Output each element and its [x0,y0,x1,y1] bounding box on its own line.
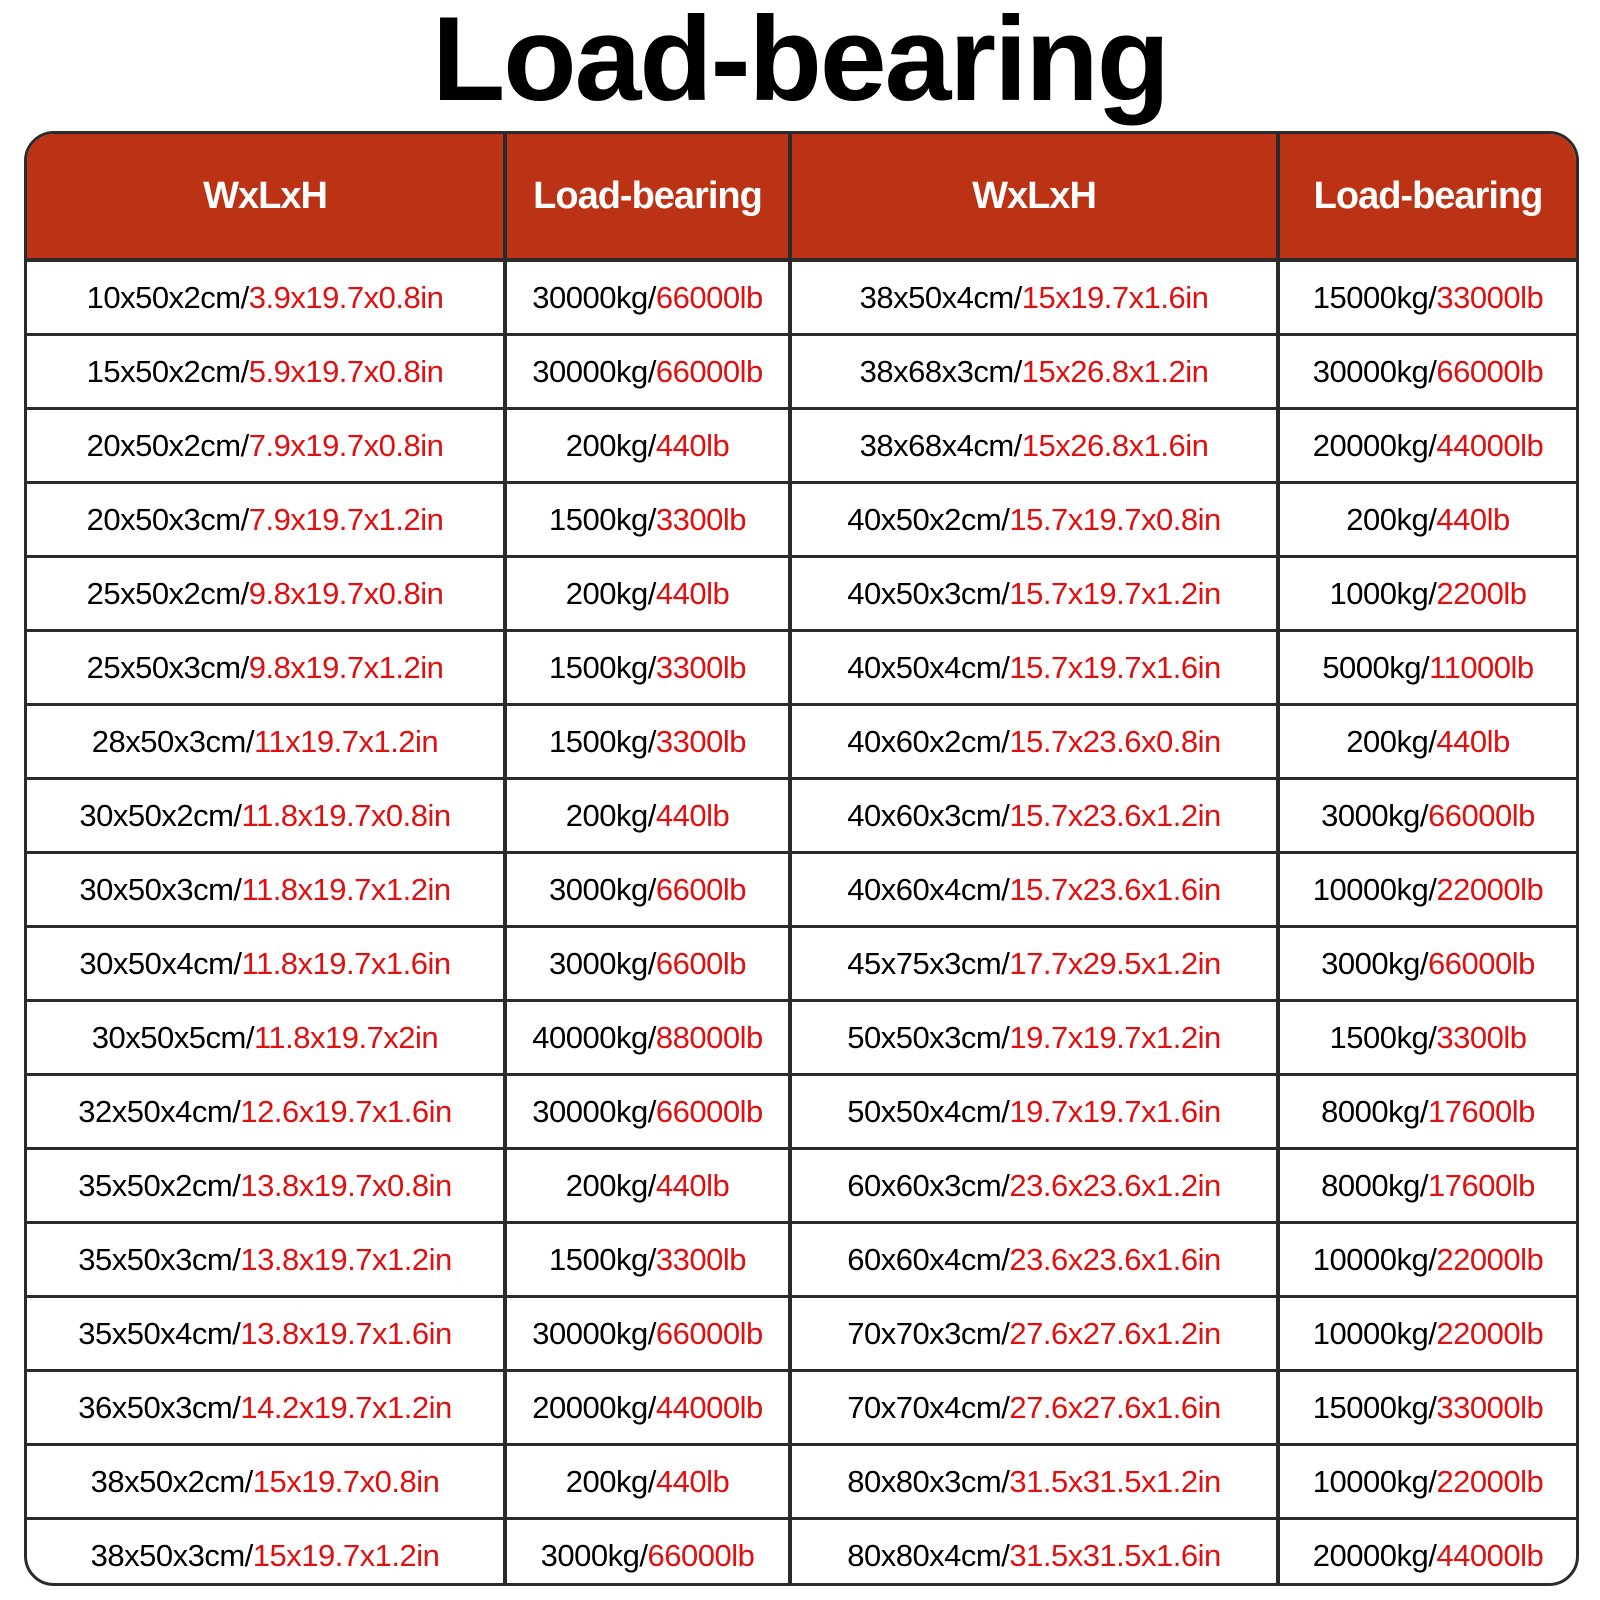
metric-weight-text: 15000kg/ [1312,1389,1437,1425]
imperial-size-text: 15.7x19.7x1.2in [1009,575,1221,611]
dimensions-cell [27,1223,505,1297]
imperial-size-text: 31.5x31.5x1.2in [1009,1463,1221,1499]
metric-size-text: 40x50x3cm/ [847,575,1010,611]
metric-weight-text: 20000kg/ [532,1389,656,1425]
metric-size-text: 40x60x2cm/ [847,723,1010,759]
load-cell [505,1445,790,1519]
load-cell [505,1075,790,1149]
imperial-weight-text: 22000lb [1436,1241,1544,1277]
load-cell [505,557,790,631]
metric-weight-text: 1500kg/ [1329,1019,1437,1055]
header-dimensions-left: WxLxH [27,134,505,260]
dimensions-cell [27,705,505,779]
load-cell [1278,1371,1576,1445]
load-cell [505,1001,790,1075]
load-cell [505,1149,790,1223]
imperial-size-text: 23.6x23.6x1.2in [1009,1167,1221,1203]
load-cell [1278,1445,1576,1519]
load-cell [1278,1519,1576,1587]
table-row [27,483,1576,557]
imperial-size-text: 15x26.8x1.6in [1021,427,1209,463]
load-cell [505,335,790,409]
metric-weight-text: 200kg/ [565,1463,656,1499]
table-row [27,335,1576,409]
metric-size-text: 35x50x4cm/ [78,1315,241,1351]
table-row [27,260,1576,335]
metric-weight-text: 200kg/ [1346,723,1437,759]
metric-weight-text: 200kg/ [1346,501,1437,537]
imperial-weight-text: 88000lb [655,1019,763,1055]
imperial-weight-text: 3300lb [655,501,746,537]
table-row [27,705,1576,779]
metric-weight-text: 10000kg/ [1312,1241,1437,1277]
dimensions-cell [27,853,505,927]
imperial-weight-text: 440lb [1436,501,1510,537]
dimensions-cell [27,631,505,705]
dimensions-cell [790,1519,1278,1587]
metric-size-text: 50x50x4cm/ [847,1093,1010,1129]
imperial-weight-text: 3300lb [655,723,746,759]
dimensions-cell [790,1371,1278,1445]
imperial-size-text: 15x19.7x0.8in [252,1463,440,1499]
imperial-weight-text: 440lb [1436,723,1510,759]
metric-weight-text: 10000kg/ [1312,1463,1437,1499]
load-bearing-table [27,134,1576,1586]
imperial-weight-text: 66000lb [655,353,763,389]
imperial-size-text: 15.7x19.7x1.6in [1009,649,1221,685]
imperial-weight-text: 440lb [655,427,730,463]
load-cell [1278,853,1576,927]
load-cell [1278,409,1576,483]
imperial-weight-text: 22000lb [1436,1315,1544,1351]
dimensions-cell [790,779,1278,853]
table-row [27,1297,1576,1371]
metric-weight-text: 20000kg/ [1312,427,1437,463]
table-row [27,1149,1576,1223]
imperial-size-text: 11.8x19.7x0.8in [241,797,451,833]
metric-size-text: 38x50x2cm/ [90,1463,253,1499]
metric-size-text: 40x50x4cm/ [847,649,1010,685]
load-cell [505,1371,790,1445]
imperial-weight-text: 440lb [655,797,730,833]
metric-weight-text: 1000kg/ [1329,575,1437,611]
metric-weight-text: 8000kg/ [1321,1167,1428,1203]
metric-weight-text: 5000kg/ [1322,649,1430,685]
imperial-size-text: 27.6x27.6x1.6in [1009,1389,1221,1425]
imperial-size-text: 7.9x19.7x1.2in [248,501,444,537]
imperial-size-text: 13.8x19.7x1.6in [240,1315,452,1351]
load-cell [505,1223,790,1297]
load-cell [1278,260,1576,335]
metric-size-text: 70x70x4cm/ [847,1389,1010,1425]
imperial-size-text: 7.9x19.7x0.8in [248,427,444,463]
dimensions-cell [27,557,505,631]
imperial-weight-text: 44000lb [1436,1537,1544,1573]
dimensions-cell [27,409,505,483]
metric-weight-text: 3000kg/ [1321,797,1428,833]
metric-size-text: 36x50x3cm/ [78,1389,241,1425]
metric-weight-text: 3000kg/ [549,945,656,981]
metric-size-text: 70x70x3cm/ [847,1315,1010,1351]
table-row [27,1445,1576,1519]
dimensions-cell [790,1445,1278,1519]
metric-weight-text: 1500kg/ [549,723,656,759]
imperial-weight-text: 66000lb [655,1315,763,1351]
metric-size-text: 80x80x4cm/ [847,1537,1010,1573]
dimensions-cell [790,927,1278,1001]
imperial-weight-text: 44000lb [1436,427,1544,463]
load-cell [1278,927,1576,1001]
table-row [27,1001,1576,1075]
imperial-weight-text: 6600lb [655,871,746,907]
imperial-size-text: 11.8x19.7x2in [253,1019,439,1055]
metric-weight-text: 3000kg/ [1321,945,1428,981]
metric-size-text: 28x50x3cm/ [91,723,254,759]
table-row [27,631,1576,705]
metric-weight-text: 30000kg/ [1312,353,1437,389]
metric-size-text: 20x50x2cm/ [86,427,249,463]
metric-size-text: 30x50x3cm/ [79,871,242,907]
table-row [27,927,1576,1001]
metric-size-text: 50x50x3cm/ [847,1019,1010,1055]
load-cell [505,927,790,1001]
metric-size-text: 40x50x2cm/ [847,501,1010,537]
imperial-size-text: 15x26.8x1.2in [1021,353,1209,389]
imperial-size-text: 9.8x19.7x0.8in [248,575,444,611]
imperial-size-text: 13.8x19.7x0.8in [240,1167,452,1203]
dimensions-cell [790,705,1278,779]
dimensions-cell [27,1371,505,1445]
imperial-weight-text: 66000lb [1427,945,1535,981]
metric-weight-text: 30000kg/ [532,1315,656,1351]
metric-size-text: 30x50x2cm/ [79,797,242,833]
imperial-weight-text: 22000lb [1436,871,1544,907]
dimensions-cell [790,1297,1278,1371]
metric-weight-text: 200kg/ [565,427,656,463]
metric-size-text: 32x50x4cm/ [78,1093,241,1129]
imperial-size-text: 23.6x23.6x1.6in [1009,1241,1221,1277]
metric-size-text: 35x50x2cm/ [78,1167,241,1203]
load-cell [505,705,790,779]
metric-weight-text: 30000kg/ [532,353,656,389]
imperial-size-text: 19.7x19.7x1.2in [1009,1019,1221,1055]
imperial-weight-text: 440lb [655,1463,730,1499]
dimensions-cell [27,483,505,557]
metric-weight-text: 10000kg/ [1312,1315,1437,1351]
imperial-size-text: 12.6x19.7x1.6in [240,1093,452,1129]
imperial-weight-text: 66000lb [655,1093,763,1129]
metric-weight-text: 3000kg/ [549,871,656,907]
imperial-size-text: 3.9x19.7x0.8in [248,279,444,315]
imperial-size-text: 11.8x19.7x1.2in [241,871,451,907]
imperial-weight-text: 33000lb [1436,279,1544,315]
metric-weight-text: 200kg/ [565,575,656,611]
table-row [27,409,1576,483]
imperial-size-text: 13.8x19.7x1.2in [240,1241,452,1277]
dimensions-cell [790,631,1278,705]
dimensions-cell [790,1223,1278,1297]
imperial-weight-text: 2200lb [1436,575,1527,611]
load-cell [505,1519,790,1587]
metric-weight-text: 8000kg/ [1321,1093,1428,1129]
load-cell [1278,335,1576,409]
load-cell [1278,1149,1576,1223]
header-load-bearing-right: Load-bearing [1278,134,1576,260]
dimensions-cell [790,853,1278,927]
metric-weight-text: 1500kg/ [549,1241,656,1277]
load-cell [505,409,790,483]
imperial-weight-text: 66000lb [1427,797,1535,833]
table-header-row [27,134,1576,260]
dimensions-cell [790,1075,1278,1149]
load-cell [1278,1001,1576,1075]
imperial-weight-text: 440lb [655,1167,730,1203]
metric-weight-text: 1500kg/ [549,501,656,537]
load-cell [505,483,790,557]
header-load-bearing-left: Load-bearing [505,134,790,260]
dimensions-cell [27,1001,505,1075]
table-row [27,1519,1576,1587]
imperial-weight-text: 66000lb [655,279,763,315]
dimensions-cell [790,557,1278,631]
metric-size-text: 10x50x2cm/ [86,279,249,315]
dimensions-cell [790,1001,1278,1075]
metric-weight-text: 10000kg/ [1312,871,1437,907]
load-cell [1278,631,1576,705]
metric-size-text: 38x68x4cm/ [859,427,1022,463]
dimensions-cell [27,1075,505,1149]
metric-weight-text: 20000kg/ [1312,1537,1437,1573]
imperial-weight-text: 17600lb [1427,1167,1535,1203]
dimensions-cell [27,1297,505,1371]
dimensions-cell [790,260,1278,335]
metric-size-text: 25x50x2cm/ [86,575,249,611]
imperial-size-text: 27.6x27.6x1.2in [1009,1315,1221,1351]
load-cell [1278,705,1576,779]
imperial-weight-text: 22000lb [1436,1463,1544,1499]
dimensions-cell [790,483,1278,557]
imperial-weight-text: 33000lb [1436,1389,1544,1425]
imperial-size-text: 5.9x19.7x0.8in [248,353,444,389]
imperial-size-text: 9.8x19.7x1.2in [248,649,444,685]
metric-weight-text: 40000kg/ [532,1019,656,1055]
imperial-size-text: 15.7x19.7x0.8in [1009,501,1221,537]
imperial-weight-text: 3300lb [655,649,746,685]
load-cell [1278,1297,1576,1371]
imperial-weight-text: 44000lb [655,1389,763,1425]
table-row [27,1075,1576,1149]
metric-size-text: 30x50x5cm/ [91,1019,254,1055]
imperial-size-text: 11.8x19.7x1.6in [241,945,451,981]
load-cell [1278,557,1576,631]
load-cell [505,1297,790,1371]
dimensions-cell [27,1445,505,1519]
dimensions-cell [790,409,1278,483]
metric-size-text: 20x50x3cm/ [86,501,249,537]
metric-weight-text: 30000kg/ [532,279,656,315]
imperial-weight-text: 3300lb [655,1241,746,1277]
imperial-size-text: 15.7x23.6x0.8in [1009,723,1221,759]
imperial-size-text: 17.7x29.5x1.2in [1009,945,1221,981]
imperial-weight-text: 17600lb [1427,1093,1535,1129]
imperial-weight-text: 66000lb [1436,353,1544,389]
metric-weight-text: 200kg/ [565,797,656,833]
imperial-size-text: 15x19.7x1.6in [1021,279,1209,315]
metric-weight-text: 1500kg/ [549,649,656,685]
load-cell [505,853,790,927]
imperial-weight-text: 66000lb [647,1537,755,1573]
imperial-weight-text: 3300lb [1436,1019,1527,1055]
load-cell [1278,483,1576,557]
imperial-size-text: 11x19.7x1.2in [253,723,439,759]
metric-weight-text: 3000kg/ [540,1537,648,1573]
header-dimensions-right: WxLxH [790,134,1278,260]
dimensions-cell [790,1149,1278,1223]
metric-size-text: 60x60x4cm/ [847,1241,1010,1277]
dimensions-cell [27,1519,505,1587]
load-cell [1278,779,1576,853]
table-row [27,853,1576,927]
table-body [27,260,1576,1586]
imperial-size-text: 15.7x23.6x1.6in [1009,871,1221,907]
dimensions-cell [27,927,505,1001]
imperial-size-text: 15.7x23.6x1.2in [1009,797,1221,833]
metric-size-text: 38x68x3cm/ [859,353,1022,389]
imperial-size-text: 15x19.7x1.2in [252,1537,440,1573]
imperial-weight-text: 440lb [655,575,730,611]
metric-size-text: 40x60x4cm/ [847,871,1010,907]
load-cell [1278,1075,1576,1149]
imperial-weight-text: 11000lb [1429,649,1534,685]
metric-size-text: 80x80x3cm/ [847,1463,1010,1499]
imperial-size-text: 14.2x19.7x1.2in [240,1389,452,1425]
dimensions-cell [27,779,505,853]
metric-size-text: 35x50x3cm/ [78,1241,241,1277]
metric-size-text: 25x50x3cm/ [86,649,249,685]
metric-size-text: 15x50x2cm/ [86,353,249,389]
load-cell [505,260,790,335]
table-row [27,1371,1576,1445]
load-bearing-table-container [24,131,1579,1586]
table-row [27,779,1576,853]
dimensions-cell [27,260,505,335]
metric-weight-text: 15000kg/ [1312,279,1437,315]
metric-size-text: 40x60x3cm/ [847,797,1010,833]
metric-size-text: 30x50x4cm/ [79,945,242,981]
load-cell [505,631,790,705]
imperial-size-text: 19.7x19.7x1.6in [1009,1093,1221,1129]
dimensions-cell [27,335,505,409]
load-cell [1278,1223,1576,1297]
metric-size-text: 38x50x4cm/ [859,279,1022,315]
dimensions-cell [27,1149,505,1223]
imperial-weight-text: 6600lb [655,945,746,981]
metric-size-text: 38x50x3cm/ [90,1537,253,1573]
dimensions-cell [790,335,1278,409]
metric-weight-text: 200kg/ [565,1167,656,1203]
table-row [27,557,1576,631]
metric-weight-text: 30000kg/ [532,1093,656,1129]
load-cell [505,779,790,853]
imperial-size-text: 31.5x31.5x1.6in [1009,1537,1221,1573]
metric-size-text: 60x60x3cm/ [847,1167,1010,1203]
page-title: Load-bearing [431,0,1169,126]
metric-size-text: 45x75x3cm/ [847,945,1010,981]
table-row [27,1223,1576,1297]
